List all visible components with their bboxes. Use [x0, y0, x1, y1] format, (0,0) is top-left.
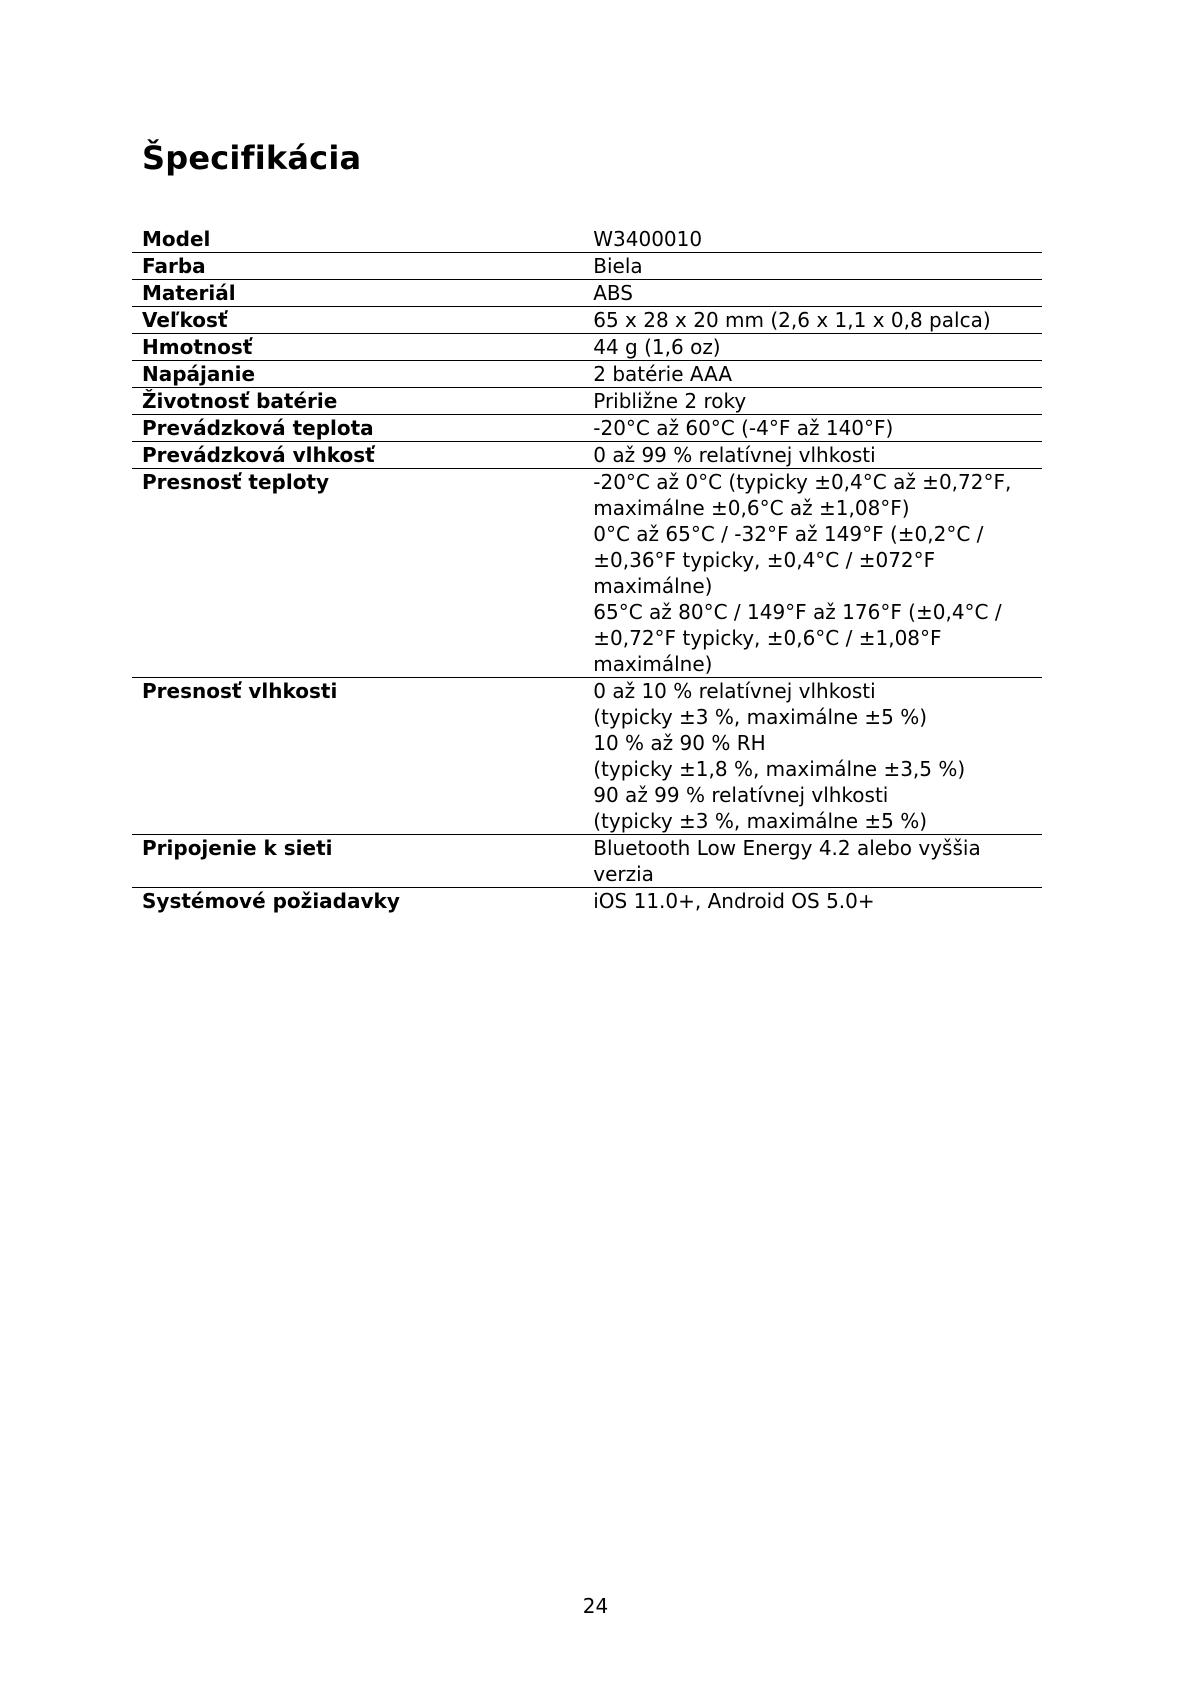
- spec-value-line: (typicky ±3 %, maximálne ±5 %): [593, 705, 928, 729]
- spec-label: Farba: [132, 253, 583, 280]
- spec-value: [583, 334, 1042, 361]
- spec-label: Napájanie: [132, 361, 583, 388]
- spec-value-line: -20°C až 60°C (-4°F až 140°F): [593, 416, 894, 440]
- spec-row: [132, 280, 1042, 307]
- spec-value-line: (typicky ±1,8 %, maximálne ±3,5 %): [593, 757, 966, 781]
- spec-value-line: Bluetooth Low Energy 4.2 alebo vyššia: [593, 836, 981, 860]
- spec-value-line: 0 až 99 % relatívnej vlhkosti: [593, 443, 876, 467]
- spec-value-line: 65 x 28 x 20 mm (2,6 x 1,1 x 0,8 palca): [593, 308, 991, 332]
- spec-value-line: 0 až 10 % relatívnej vlhkosti: [593, 679, 876, 703]
- spec-value-line: 65°C až 80°C / 149°F až 176°F (±0,4°C /: [593, 600, 1002, 624]
- spec-value-line: 2 batérie AAA: [593, 362, 733, 386]
- spec-row: [132, 226, 1042, 253]
- spec-value-line: verzia: [593, 862, 654, 886]
- spec-row: [132, 415, 1042, 442]
- spec-value: [583, 307, 1042, 334]
- spec-row: [132, 388, 1042, 415]
- spec-value-line: 0°C až 65°C / -32°F až 149°F (±0,2°C /: [593, 522, 984, 546]
- spec-row: [132, 307, 1042, 334]
- spec-value: [583, 835, 1042, 888]
- spec-value: [583, 678, 1042, 835]
- spec-value-line: ±0,36°F typicky, ±0,4°C / ±072°F: [593, 548, 936, 572]
- spec-value: [583, 469, 1042, 678]
- spec-label: Pripojenie k sieti: [132, 835, 583, 888]
- spec-row: [132, 253, 1042, 280]
- spec-value-line: -20°C až 0°C (typicky ±0,4°C až ±0,72°F,: [593, 470, 1012, 494]
- specification-table: [132, 226, 1042, 914]
- spec-label: Hmotnosť: [132, 334, 583, 361]
- spec-value-line: ABS: [593, 281, 633, 305]
- spec-value: [583, 388, 1042, 415]
- spec-value: [583, 253, 1042, 280]
- spec-value-line: maximálne): [593, 574, 713, 598]
- spec-value-line: 44 g (1,6 oz): [593, 335, 721, 359]
- spec-row: [132, 888, 1042, 915]
- spec-label: Životnosť batérie: [132, 388, 583, 415]
- spec-row: [132, 442, 1042, 469]
- specification-table-body: [132, 226, 1042, 914]
- spec-label: Presnosť vlhkosti: [132, 678, 583, 835]
- spec-value: [583, 442, 1042, 469]
- spec-value: [583, 280, 1042, 307]
- spec-value: [583, 226, 1042, 253]
- spec-label: Systémové požiadavky: [132, 888, 583, 915]
- spec-row: [132, 361, 1042, 388]
- spec-value-line: iOS 11.0+, Android OS 5.0+: [593, 889, 875, 913]
- spec-value-line: (typicky ±3 %, maximálne ±5 %): [593, 809, 928, 833]
- spec-value: [583, 415, 1042, 442]
- spec-value: [583, 361, 1042, 388]
- spec-value-line: 10 % až 90 % RH: [593, 731, 766, 755]
- spec-value-line: 90 až 99 % relatívnej vlhkosti: [593, 783, 889, 807]
- spec-value-line: Približne 2 roky: [593, 389, 747, 413]
- spec-row: [132, 469, 1042, 678]
- spec-row: [132, 678, 1042, 835]
- spec-label: Veľkosť: [132, 307, 583, 334]
- spec-label: Materiál: [132, 280, 583, 307]
- spec-value-line: W3400010: [593, 227, 703, 251]
- spec-value-line: maximálne): [593, 652, 713, 676]
- spec-row: [132, 835, 1042, 888]
- spec-label: Prevádzková teplota: [132, 415, 583, 442]
- spec-row: [132, 334, 1042, 361]
- spec-value: [583, 888, 1042, 915]
- spec-label: Presnosť teploty: [132, 469, 583, 678]
- spec-label: Prevádzková vlhkosť: [132, 442, 583, 469]
- spec-value-line: maximálne ±0,6°C až ±1,08°F): [593, 496, 910, 520]
- spec-label: Model: [142, 227, 211, 251]
- spec-value-line: ±0,72°F typicky, ±0,6°C / ±1,08°F: [593, 626, 942, 650]
- spec-value-line: Biela: [593, 254, 643, 278]
- page-number: 24: [582, 1594, 609, 1618]
- page-title: Špecifikácia: [142, 139, 362, 177]
